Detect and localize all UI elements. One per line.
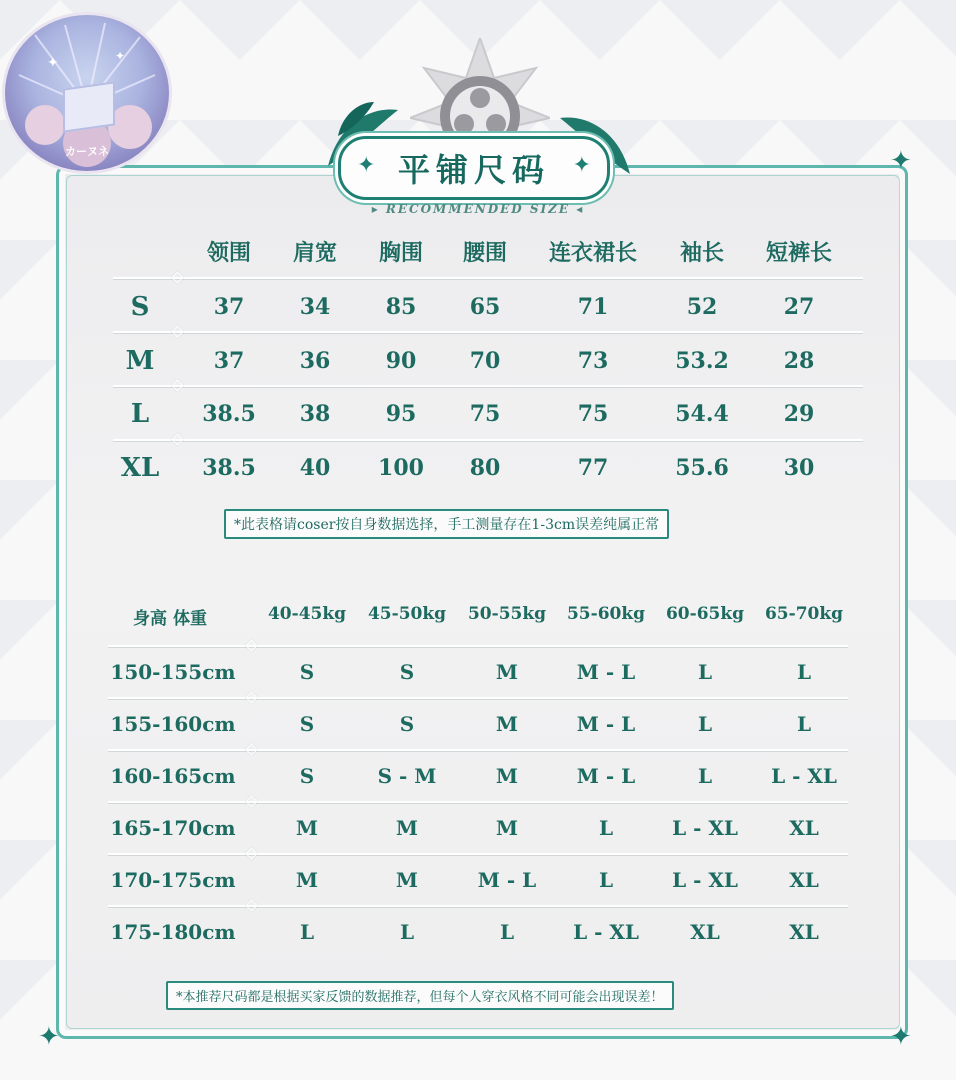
column-header: 领围	[206, 240, 252, 266]
table-cell: M	[495, 764, 519, 788]
row-divider	[113, 439, 863, 441]
table-cell: XL	[789, 816, 819, 840]
row-divider	[108, 697, 848, 699]
table-cell: 36	[299, 348, 331, 374]
table-cell: L - XL	[672, 868, 738, 892]
table-cell: L	[697, 764, 713, 788]
column-header: 60-65kg	[665, 604, 745, 624]
column-header: 胸围	[378, 240, 424, 266]
size-label: XL	[120, 453, 160, 483]
row-divider	[108, 801, 848, 803]
table-cell: 38	[299, 401, 331, 427]
table-cell: XL	[789, 920, 819, 944]
height-label: 170-175cm	[110, 868, 236, 892]
table-cell: 100	[378, 455, 424, 481]
svg-text:✦: ✦	[115, 49, 126, 63]
table-cell: 37	[213, 348, 245, 374]
table-cell: S - M	[377, 764, 437, 788]
column-header: 连衣裙长	[548, 240, 638, 266]
table-cell: 53.2	[675, 348, 729, 374]
table-cell: L	[796, 712, 812, 736]
table-cell: 54.4	[675, 401, 729, 427]
row-divider	[108, 749, 848, 751]
table-cell: 29	[783, 401, 815, 427]
table-cell: L	[697, 712, 713, 736]
table-cell: 71	[577, 294, 609, 320]
recommendation-note: *本推荐尺码都是根据买家反馈的数据推荐，但每个人穿衣风格不同可能会出现误差！	[166, 981, 674, 1010]
table-cell: 37	[213, 294, 245, 320]
height-label: 160-165cm	[110, 764, 236, 788]
height-label: 175-180cm	[110, 920, 236, 944]
table-cell: L	[598, 868, 614, 892]
table-cell: 90	[385, 348, 417, 374]
star-icon: ✦	[572, 153, 591, 178]
row-divider	[108, 905, 848, 907]
table-cell: M	[495, 660, 519, 684]
table-cell: XL	[789, 868, 819, 892]
table-cell: 40	[299, 455, 331, 481]
table-cell: 65	[469, 294, 501, 320]
table-cell: M - L	[576, 660, 636, 684]
table-cell: 73	[577, 348, 609, 374]
table-cell: L - XL	[771, 764, 837, 788]
column-header: 55-60kg	[566, 604, 646, 624]
table-cell: 55.6	[675, 455, 729, 481]
table-cell: M	[395, 816, 419, 840]
row-divider	[108, 853, 848, 855]
table-cell: 95	[385, 401, 417, 427]
table-cell: L	[796, 660, 812, 684]
column-header: 40-45kg	[267, 604, 347, 624]
svg-text:✦: ✦	[47, 55, 59, 71]
table-cell: L - XL	[672, 816, 738, 840]
table-cell: S	[399, 712, 415, 736]
table-cell: 38.5	[202, 401, 256, 427]
table-cell: 34	[299, 294, 331, 320]
sparkle-icon: ✦	[38, 1022, 60, 1052]
sparkle-icon: ✦	[890, 1022, 912, 1052]
table-cell: 52	[686, 294, 718, 320]
column-header: 短裤长	[765, 240, 833, 266]
row-divider	[113, 277, 863, 279]
page-subtitle: ▸ RECOMMENDED SIZE ◂	[371, 202, 585, 216]
table-cell: L	[399, 920, 415, 944]
table-cell: XL	[690, 920, 720, 944]
page-title: 平铺尺码	[397, 151, 550, 189]
table-cell: M - L	[576, 712, 636, 736]
table-cell: 80	[469, 455, 501, 481]
logo-text: カーヌネ	[65, 145, 109, 158]
star-icon: ✦	[357, 153, 376, 178]
table-cell: 77	[577, 455, 609, 481]
table-cell: 38.5	[202, 455, 256, 481]
row-divider	[108, 645, 848, 647]
corner-header: 身高 体重	[133, 609, 207, 629]
table-cell: S	[399, 660, 415, 684]
table-cell: M - L	[576, 764, 636, 788]
table-cell: M	[495, 712, 519, 736]
measurement-note: *此表格请coser按自身数据选择，手工测量存在1-3cm误差纯属正常	[224, 509, 669, 539]
table-cell: 85	[385, 294, 417, 320]
table-cell: L	[299, 920, 315, 944]
size-label: M	[125, 346, 155, 376]
row-divider	[113, 331, 863, 333]
table-cell: S	[299, 712, 315, 736]
table-cell: 30	[783, 455, 815, 481]
size-label: L	[130, 399, 150, 429]
height-label: 165-170cm	[110, 816, 236, 840]
table-cell: M	[395, 868, 419, 892]
table-cell: 70	[469, 348, 501, 374]
table-cell: S	[299, 660, 315, 684]
column-header: 65-70kg	[764, 604, 844, 624]
sparkle-icon: ✦	[890, 146, 912, 176]
table-cell: L	[598, 816, 614, 840]
column-header: 肩宽	[292, 240, 338, 266]
table-cell: S	[299, 764, 315, 788]
table-cell: 75	[577, 401, 609, 427]
table-cell: L	[697, 660, 713, 684]
table-cell: 75	[469, 401, 501, 427]
table-cell: 28	[783, 348, 815, 374]
column-header: 腰围	[462, 240, 508, 266]
table-cell: M - L	[477, 868, 537, 892]
table-cell: M	[495, 816, 519, 840]
table-cell: L	[499, 920, 515, 944]
column-header: 50-55kg	[467, 604, 547, 624]
table-cell: M	[295, 868, 319, 892]
brand-logo	[2, 12, 172, 174]
column-header: 45-50kg	[367, 604, 447, 624]
size-label: S	[130, 292, 150, 322]
title-banner	[338, 136, 610, 200]
height-label: 150-155cm	[110, 660, 236, 684]
gift-box-icon	[63, 81, 115, 132]
table-cell: 27	[783, 294, 815, 320]
table-cell: L - XL	[573, 920, 639, 944]
table-cell: M	[295, 816, 319, 840]
row-divider	[113, 385, 863, 387]
height-label: 155-160cm	[110, 712, 236, 736]
column-header: 袖长	[679, 240, 725, 266]
